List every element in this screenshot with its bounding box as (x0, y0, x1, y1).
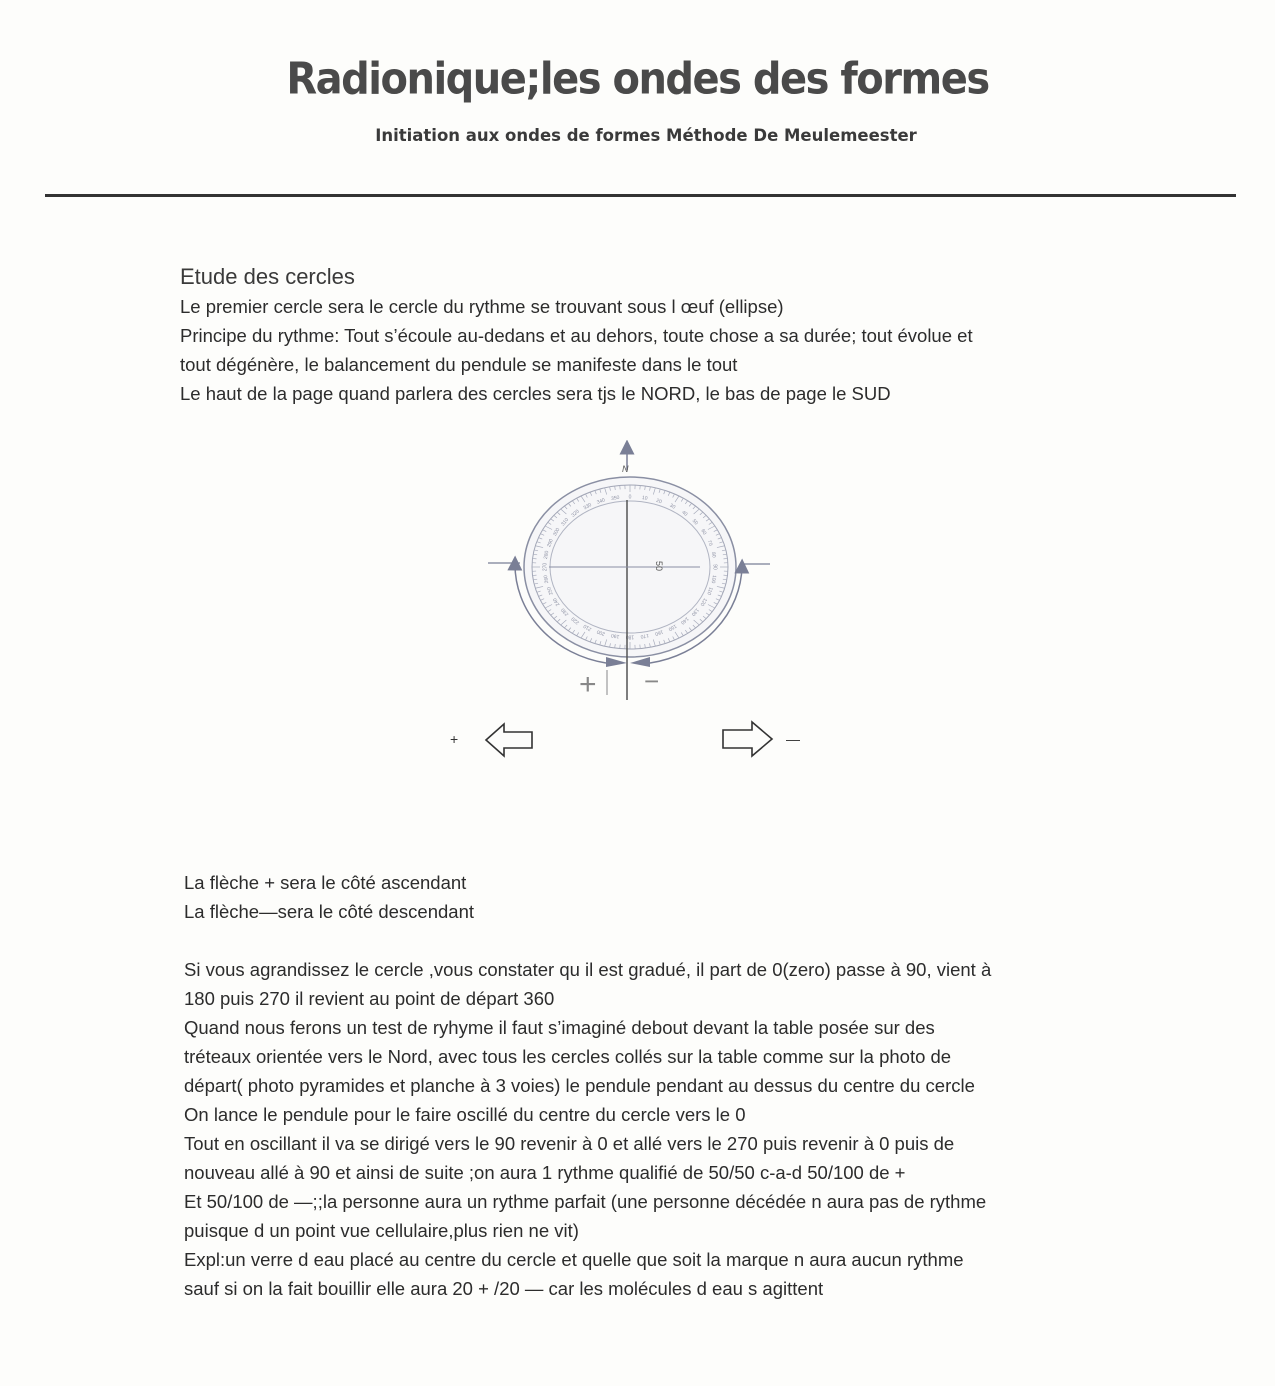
intro-section (180, 262, 1180, 408)
scale-label: 340 (596, 497, 606, 506)
scale-label: 0 (628, 494, 632, 501)
explanation-section (184, 955, 1184, 1303)
scale-label: 180 (625, 633, 635, 640)
scale-label: 50 (690, 518, 699, 527)
scale-label: 230 (560, 606, 571, 617)
paragraph-line: nouveau allé à 90 et ainsi de suite ;on aura 1 rythme qualifié de 50/50 c-a-d 50/100 de + (184, 1162, 906, 1183)
scale-label: 80 (709, 551, 717, 559)
paragraph-line: Le premier cercle sera le cercle du rythme se trouvant sous l œuf (ellipse) (180, 296, 784, 317)
paragraph-line: Principe du rythme: Tout s’écoule au-dedans et au dehors, toute chose a sa durée; tout évolue et (180, 325, 973, 346)
paragraph-line: tréteaux orientée vers le Nord, avec tous les cercles collés sur la table comme sur la photo de (184, 1046, 952, 1067)
rhythm-circle-diagram (470, 440, 810, 710)
scale-label: 150 (667, 622, 678, 633)
paragraph-line: sauf si on la fait bouillir elle aura 20 + /20 — car les molécules d eau s agittent (184, 1278, 824, 1299)
diagram-plus-sign: + (579, 668, 597, 701)
scale-label: 350 (610, 494, 620, 503)
paragraph-line: tout dégénère, le balancement du pendule se manifeste dans le tout (180, 354, 738, 375)
paragraph-line: Si vous agrandissez le cercle ,vous constater qu il est gradué, il part de 0(zero) passe à 90, vient à (184, 959, 992, 980)
paragraph-line: départ( photo pyramides et planche à 3 voies) le pendule pendant au dessus du centre du cercle (184, 1075, 975, 1096)
scale-label: 20 (655, 497, 663, 506)
bottom-pointer (606, 657, 627, 667)
left-arrow-sign: + (450, 731, 459, 747)
paragraph-line: Tout en oscillant il va se dirigé vers le 90 revenir à 0 et allé vers le 270 puis revenir à 0 puis de (184, 1133, 955, 1154)
scale-label: 270 (542, 562, 549, 572)
scale-label: 200 (596, 628, 606, 637)
paragraph-line: Quand nous ferons un test de ryhyme il faut s’imaginé debout devant la table posée sur des (184, 1017, 935, 1038)
scale-label: 250 (546, 585, 555, 596)
paragraph-line: puisque d un point vue cellulaire,plus rien ne vit) (184, 1220, 579, 1241)
scale-label: 140 (679, 615, 690, 626)
scale-label: 240 (551, 596, 562, 607)
scale-label: 160 (654, 628, 664, 637)
paragraph-line: La flèche—sera le côté descendant (184, 901, 475, 922)
scale-label: 310 (560, 517, 571, 528)
left-hollow-arrow-icon (484, 721, 536, 761)
scale-label: 170 (640, 631, 650, 640)
scale-label: 30 (668, 502, 677, 511)
scale-label: 10 (641, 494, 648, 502)
paragraph-line: Expl:un verre d eau placé au centre du cercle et quelle que soit la marque n aura aucun rythme (184, 1249, 964, 1270)
center-label: 50 (654, 561, 664, 572)
scale-label: 40 (680, 509, 689, 518)
scale-label: 280 (542, 550, 551, 560)
scale-label: 110 (705, 586, 714, 596)
paragraph-line: La flèche + sera le côté ascendant (184, 872, 467, 893)
arrow-legend (184, 868, 1184, 926)
scale-label: 220 (570, 615, 581, 626)
scale-label: 290 (546, 538, 555, 549)
scale-label: 330 (582, 501, 593, 512)
scale-label: 120 (698, 596, 709, 607)
scale-label: 260 (542, 574, 551, 584)
scale-label: 190 (610, 631, 620, 640)
scale-label: 320 (570, 508, 581, 519)
diagram-minus-sign: − (644, 666, 660, 696)
section-heading: Etude des cercles (180, 264, 355, 289)
scale-label: 300 (551, 527, 562, 538)
scale-label: 100 (709, 574, 718, 584)
document-title: Radionique;les ondes des formes (286, 53, 989, 105)
scale-label: 130 (689, 606, 700, 617)
paragraph-line: On lance le pendule pour le faire oscillé du centre du cercle vers le 0 (184, 1104, 746, 1125)
north-label: N (622, 464, 629, 474)
scale-label: 90 (711, 564, 718, 570)
document-subtitle: Initiation aux ondes de formes Méthode De Meulemeester (375, 126, 917, 145)
header-divider (45, 194, 1236, 197)
scale-label: 210 (582, 622, 593, 633)
scale-label: 60 (699, 528, 708, 537)
scale-label: 70 (705, 539, 714, 547)
paragraph-line: Le haut de la page quand parlera des cercles sera tjs le NORD, le bas de page le SUD (180, 383, 891, 404)
right-arrow-sign: — (786, 731, 800, 747)
paragraph-line: 180 puis 270 il revient au point de départ 360 (184, 988, 555, 1009)
right-hollow-arrow-icon (720, 719, 776, 759)
paragraph-line: Et 50/100 de —;;la personne aura un rythme parfait (une personne décédée n aura pas de rythme (184, 1191, 987, 1212)
